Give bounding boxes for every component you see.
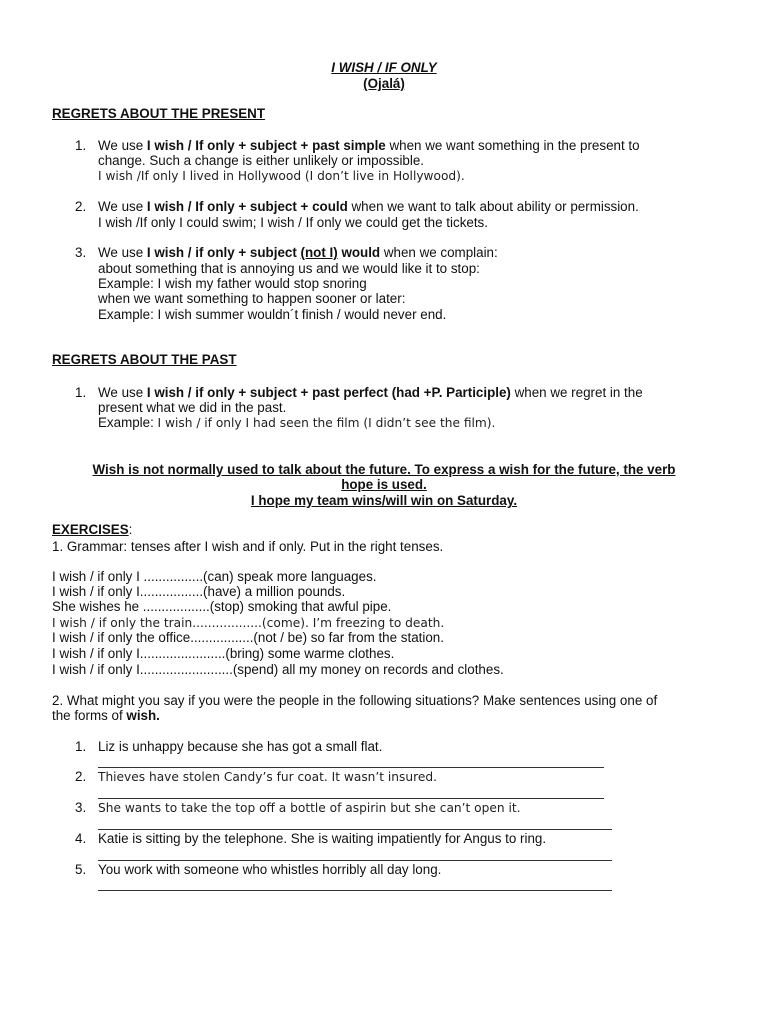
exercise2-item1-text: Liz is unhappy because she has got a small flat.	[98, 739, 383, 754]
exercise2-item2-answer-line	[98, 798, 604, 799]
exercise1-sentence-2: I wish / if only I.................(have) a million pounds.	[52, 584, 346, 599]
exercise1-sentence-5: I wish / if only the office.................(not / be) so far from the station.	[52, 630, 444, 645]
exercises-heading-wrap	[52, 522, 132, 538]
exercise2-instruction-line1: 2. What might you say if you were the people in the following situations? Make sentences using one of	[52, 693, 658, 708]
exercise2-item1-number: 1.	[75, 739, 87, 754]
past-item1-number: 1.	[75, 385, 87, 400]
past-item1-example	[98, 415, 495, 431]
present-item1-c: when we want something in the present to	[385, 138, 640, 153]
present-item1-rule: I wish / If only + subject + past simple	[146, 138, 386, 153]
exercise2-item4-answer-line	[98, 860, 612, 861]
heading-regrets-present: REGRETS ABOUT THE PRESENT	[52, 106, 266, 121]
future-note-line2: hope is used.	[341, 477, 427, 492]
past-item1-a: We use	[98, 385, 147, 400]
exercise2-instruction-wish: wish.	[126, 708, 160, 723]
future-note-line3: I hope my team wins/will win on Saturday.	[250, 493, 518, 508]
heading-regrets-past: REGRETS ABOUT THE PAST	[52, 352, 237, 367]
present-item1-line2: change. Such a change is either unlikely or impossible.	[98, 153, 425, 168]
exercise1-sentence-6: I wish / if only I.......................(bring) some warme clothes.	[52, 646, 395, 661]
past-item1-line1	[98, 385, 643, 401]
present-item2-line1	[98, 199, 639, 215]
present-item3-line1	[98, 245, 498, 261]
exercise2-item1-answer-line	[98, 767, 604, 768]
exercise1-instruction: 1. Grammar: tenses after I wish and if only. Put in the right tenses.	[52, 539, 444, 554]
exercise1-sentence-7: I wish / if only I.........................(spend) all my money on records and clothes.	[52, 662, 504, 677]
page-subtitle: (Ojalá)	[363, 76, 405, 91]
present-item3-line3: Example: I wish my father would stop snoring	[98, 276, 367, 291]
exercise2-item5-text: You work with someone who whistles horribly all day long.	[98, 862, 442, 877]
exercise2-item3-text: She wants to take the top off a bottle of aspirin but she can’t open it.	[98, 801, 521, 815]
present-item3-a: We use	[98, 245, 147, 260]
exercise2-item2-text: Thieves have stolen Candy’s fur coat. It wasn’t insured.	[98, 770, 437, 784]
past-item1-example-text: I wish / if only I had seen the film (I didn’t see the film).	[157, 416, 496, 430]
exercise1-sentence-3: She wishes he ..................(stop) smoking that awful pipe.	[52, 599, 392, 614]
present-item2-c: when we want to talk about ability or permission.	[347, 199, 639, 214]
exercise2-item3-answer-line	[98, 829, 612, 830]
present-item3-line5: Example: I wish summer wouldn´t finish / would never end.	[98, 307, 447, 322]
exercise2-instruction-line2	[52, 708, 160, 724]
present-item2-example: I wish /If only I could swim; I wish / If only we could get the tickets.	[98, 215, 488, 230]
page-title: I WISH / IF ONLY	[331, 60, 437, 75]
present-item1-number: 1.	[75, 138, 87, 153]
present-item2-number: 2.	[75, 199, 87, 214]
exercise2-item5-number: 5.	[75, 862, 87, 877]
exercise2-item5-answer-line	[98, 890, 612, 891]
exercises-heading: EXERCISES	[52, 522, 129, 537]
exercise2-item4-number: 4.	[75, 831, 87, 846]
present-item3-line4: when we want something to happen sooner or later:	[98, 291, 406, 306]
present-item2-a: We use	[98, 199, 147, 214]
present-item3-not-i: (not I)	[300, 245, 338, 260]
exercises-colon: :	[128, 522, 133, 537]
future-note-line1: Wish is not normally used to talk about the future. To express a wish for the future, the verb	[92, 462, 676, 477]
past-item1-rule: I wish / if only + subject + past perfect (had +P. Participle)	[146, 385, 511, 400]
past-item1-line2: present what we did in the past.	[98, 400, 287, 415]
present-item3-number: 3.	[75, 245, 87, 260]
exercise2-item2-number: 2.	[75, 769, 87, 784]
present-item2-rule: I wish / If only + subject + could	[146, 199, 348, 214]
exercise1-sentence-1: I wish / if only I ................(can) speak more languages.	[52, 569, 377, 584]
present-item1-a: We use	[98, 138, 147, 153]
exercise2-item3-number: 3.	[75, 800, 87, 815]
present-item1-line1	[98, 138, 640, 154]
past-item1-example-label: Example:	[98, 415, 158, 430]
present-item3-c: when we complain:	[380, 245, 498, 260]
present-item3-rule: I wish / if only + subject	[146, 245, 301, 260]
exercise2-instruction-text: the forms of	[52, 708, 127, 723]
present-item3-line2: about something that is annoying us and we would like it to stop:	[98, 261, 480, 276]
present-item3-would: would	[337, 245, 381, 260]
past-item1-c: when we regret in the	[510, 385, 643, 400]
exercise2-item4-text: Katie is sitting by the telephone. She is waiting impatiently for Angus to ring.	[98, 831, 547, 846]
present-item1-example: I wish /If only I lived in Hollywood (I don’t live in Hollywood).	[98, 169, 465, 183]
exercise1-sentence-4: I wish / if only the train..................(come). I’m freezing to death.	[52, 616, 445, 630]
